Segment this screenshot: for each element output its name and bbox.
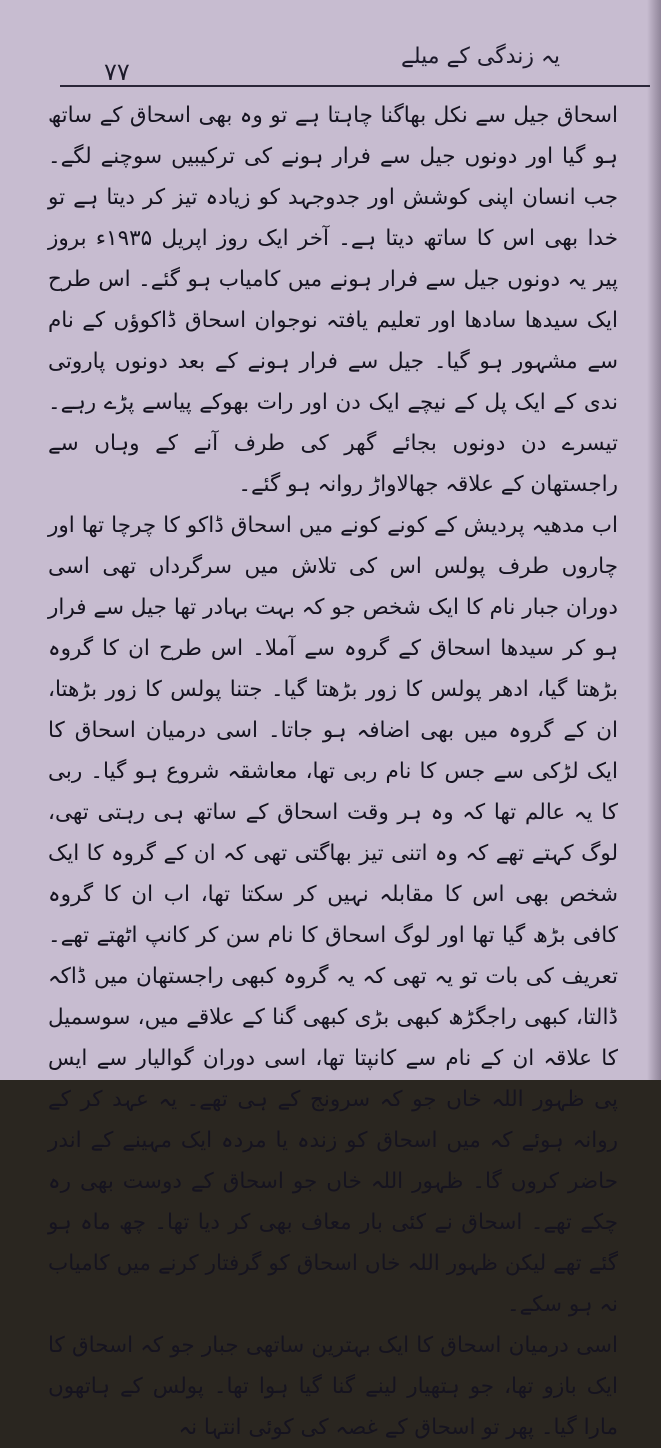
- paragraph: اسی درمیان اسحاق کا ایک بہترین ساتھی جبار جو کہ اسحاق کا ایک بازو تھا، جو ہتھیار لینے گنا گیا ہوا تھا۔ پولس کے ہاتھوں مارا گیا۔ پھر تو اسحاق کے غصہ کی کوئی انتہا نہ: [48, 1333, 618, 1440]
- body-text: [48, 95, 618, 1448]
- running-header-title: یہ زندگی کے میلے: [400, 44, 560, 69]
- paragraph: اب مدھیہ پردیش کے کونے کونے میں اسحاق ڈاکو کا چرچا تھا اور چاروں طرف پولس اس کی تلاش میں سرگرداں تھی اسی دوران جبار نام کا ایک شخص جو کہ بہت بہادر تھا جیل سے فرار ہو کر سیدھا اسحاق کے گروہ سے آملا۔ اس طرح ان کا گروہ بڑھتا گیا، ادھر پولس کا زور بڑھتا گیا۔ جتنا پولس کا زور بڑھتا، ان کے گروہ میں بھی اضافہ ہو جاتا۔ اسی درمیان اسحاق کا ایک لڑکی سے جس کا نام ربی تھا، معاشقہ شروع ہو گیا۔ ربی کا یہ عالم تھا کہ وہ ہر وقت اسحاق کے ساتھ ہی رہتی تھی، لوگ کہتے تھے کہ وہ اتنی تیز بھاگتی تھی کہ ان کے گروہ کا ایک شخص بھی اس کا مقابلہ نہیں کر سکتا تھا، اب ان کا گروہ کافی بڑھ گیا تھا اور لوگ اسحاق کا نام سن کر کانپ اٹھتے تھے۔ تعریف کی بات تو یہ تھی کہ یہ گروہ کبھی راجستھان میں ڈاکہ ڈالتا، کبھی راجگڑھ کبھی بڑی کبھی گنا کے علاقے میں، سوسمیل کا علاقہ ان کے نام سے کانپتا تھا، اسی دوران گوالیار سے ایس پی ظہور اللہ خاں جو کہ سرونج کے ہی تھے۔ یہ عہد کر کے روانہ ہوئے کہ میں اسحاق کو زندہ یا مردہ ایک مہینے کے اندر حاضر کروں گا۔ ظہور اللہ خاں جو اسحاق کے دوست بھی رہ چکے تھے۔ اسحاق نے کئی بار معاف بھی کر دیا تھا۔ چھ ماہ ہو گئے تھے لیکن ظہور اللہ خاں اسحاق کو گرفتار کرنے میں کامیاب نہ ہو سکے۔: [48, 513, 618, 1317]
- page-number: ٧٧: [104, 58, 130, 86]
- paragraph: اسحاق جیل سے نکل بھاگنا چاہتا ہے تو وہ بھی اسحاق کے ساتھ ہو گیا اور دونوں جیل سے فرار ہونے کی ترکیبیں سوچنے لگے۔ جب انسان اپنی کوشش اور جدوجہد کو زیادہ تیز کر دیتا ہے تو خدا بھی اس کا ساتھ دیتا ہے۔ آخر ایک روز اپریل ۱۹۳۵ء بروز پیر یہ دونوں جیل سے فرار ہونے میں کامیاب ہو گئے۔ اس طرح ایک سیدھا سادھا اور تعلیم یافتہ نوجوان اسحاق ڈاکوؤں کے نام سے مشہور ہو گیا۔ جیل سے فرار ہونے کے بعد دونوں پاروتی ندی کے ایک پل کے نیچے ایک دن اور رات بھوکے پیاسے پڑے رہے۔ تیسرے دن دونوں بجائے گھر کی طرف آنے کے وہاں سے راجستھان کے علاقہ جھالاواڑ روانہ ہو گئے۔: [48, 103, 618, 497]
- page-edge-shadow: [647, 0, 661, 1080]
- header-divider: [60, 85, 650, 87]
